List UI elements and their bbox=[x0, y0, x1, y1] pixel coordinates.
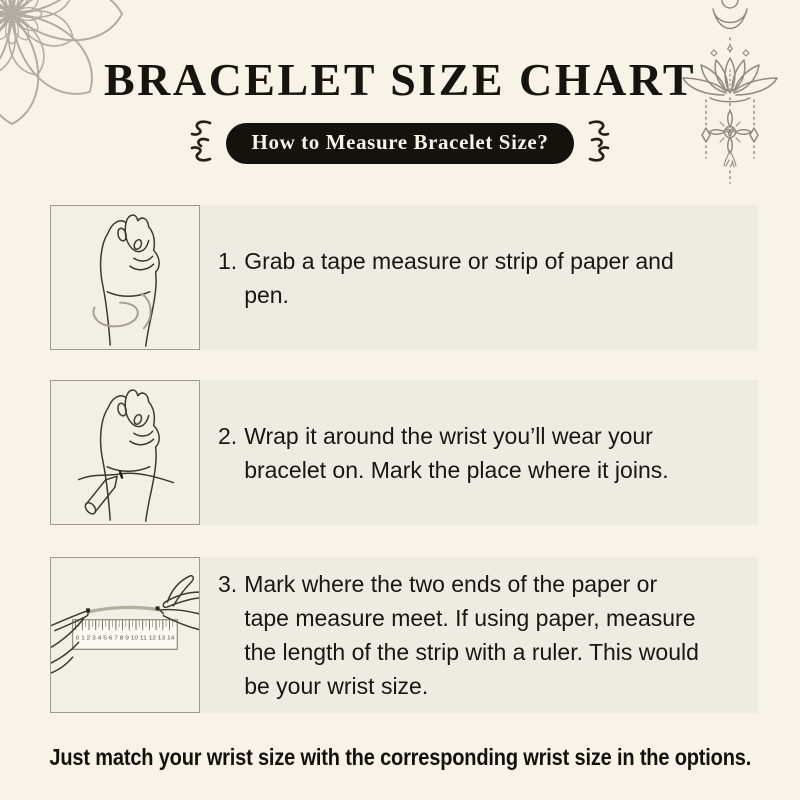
step-3-line-1: Mark where the two ends of the paper or bbox=[244, 571, 658, 597]
fist-with-tape-loop-icon bbox=[50, 205, 200, 350]
flourish-left-icon bbox=[185, 118, 215, 169]
step-row-1 bbox=[50, 205, 758, 350]
flourish-right-icon bbox=[585, 118, 615, 169]
subtitle-row bbox=[0, 118, 800, 169]
step-3-line-4: be your wrist size. bbox=[244, 673, 429, 699]
step-2-line-2: bracelet on. Mark the place where it joins. bbox=[244, 456, 669, 483]
step-2-number: 2. bbox=[218, 422, 238, 449]
step-row-2 bbox=[50, 380, 758, 525]
ruler-numbers: 0 1 2 3 4 5 6 7 8 9 10 11 12 13 14 bbox=[75, 635, 176, 642]
how-to-measure-badge: How to Measure Bracelet Size? bbox=[226, 123, 575, 164]
fist-with-pen-marking-icon bbox=[50, 380, 200, 525]
step-1-line-1: Grab a tape measure or strip of paper and bbox=[244, 247, 674, 274]
steps-list bbox=[50, 205, 758, 713]
step-3-line-2: tape measure meet. If using paper, measure bbox=[244, 605, 696, 631]
step-1-text bbox=[200, 205, 758, 350]
page-title: BRACELET SIZE CHART bbox=[103, 54, 697, 105]
step-row-3 bbox=[50, 557, 758, 713]
hands-measuring-with-ruler-icon bbox=[50, 557, 200, 713]
footer-note-row bbox=[0, 744, 800, 771]
step-3-text bbox=[200, 557, 758, 713]
footer-note: Just match your wrist size with the corresponding wrist size in the options. bbox=[49, 744, 751, 770]
step-3-line-3: the length of the strip with a ruler. This would bbox=[244, 639, 699, 665]
step-1-line-2: pen. bbox=[244, 281, 289, 308]
step-2-text bbox=[200, 380, 758, 525]
step-2-line-1: Wrap it around the wrist you’ll wear your bbox=[244, 422, 653, 449]
step-3-number: 3. bbox=[218, 571, 238, 597]
step-1-number: 1. bbox=[218, 247, 238, 274]
